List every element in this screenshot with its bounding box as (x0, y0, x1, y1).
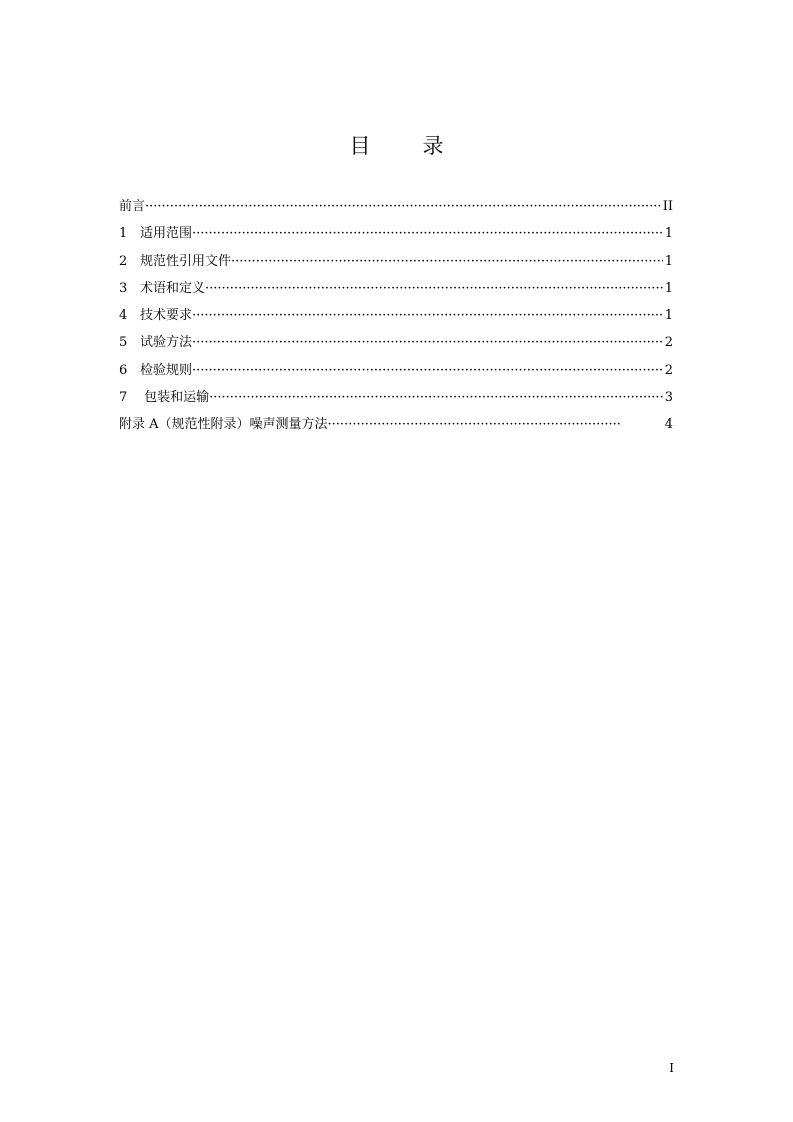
toc-entry-label: 适用范围 (140, 226, 193, 242)
toc-entry-label: 技术要求 (140, 308, 193, 324)
toc-entry-page: 4 (664, 417, 673, 433)
toc-entry-label: 包装和运输 (140, 390, 210, 406)
page-title (0, 133, 793, 159)
page-number: I (669, 1061, 674, 1075)
toc-dot-leader (328, 415, 620, 435)
toc-dot-leader (145, 197, 661, 217)
toc-entry-inspection-rules[interactable] (119, 361, 673, 388)
toc-entry-scope[interactable] (119, 224, 673, 251)
toc-dot-leader (192, 361, 663, 381)
page-title-char-2: 录 (422, 134, 444, 158)
toc-entry-number: 1 (119, 226, 128, 242)
toc-entry-page: 2 (664, 335, 673, 351)
toc-dot-leader (209, 388, 663, 408)
toc-entry-terms-definitions[interactable] (119, 279, 673, 306)
toc-dot-leader (192, 333, 663, 353)
toc-entry-number: 3 (119, 280, 128, 296)
toc-dot-leader (192, 306, 663, 326)
toc-entry-label: 检验规则 (140, 362, 193, 378)
toc-entry-number: 6 (119, 362, 128, 378)
toc-entry-packaging-transport[interactable] (119, 388, 673, 415)
toc-entry-number: 7 (119, 390, 128, 406)
toc-entry-page: 1 (664, 280, 673, 296)
toc-dot-leader (205, 279, 663, 299)
toc-entry-page: 1 (664, 308, 673, 324)
toc-entry-number: 5 (119, 335, 128, 351)
toc-entry-page: 1 (664, 253, 673, 269)
toc-entry-number: 4 (119, 308, 128, 324)
toc-entry-page: 3 (664, 390, 673, 406)
toc-entry-foreword[interactable] (119, 197, 673, 224)
toc-entry-normative-references[interactable] (119, 252, 673, 279)
table-of-contents (119, 197, 673, 443)
toc-entry-test-methods[interactable] (119, 333, 673, 360)
toc-entry-appendix-a[interactable] (119, 415, 673, 442)
toc-entry-label: 术语和定义 (140, 280, 206, 296)
toc-entry-page: II (662, 199, 673, 214)
toc-dot-leader (231, 252, 663, 272)
toc-entry-label: 附录 A（规范性附录）噪声测量方法 (119, 417, 328, 433)
page-title-char-1: 目 (349, 134, 371, 158)
toc-entry-label: 规范性引用文件 (140, 253, 232, 269)
toc-entry-page: 1 (664, 226, 673, 242)
toc-entry-technical-requirements[interactable] (119, 306, 673, 333)
toc-entry-page: 2 (664, 362, 673, 378)
toc-entry-label: 试验方法 (140, 335, 193, 351)
toc-entry-number: 2 (119, 253, 128, 269)
toc-entry-label: 前言 (119, 199, 146, 214)
toc-dot-leader (192, 224, 663, 244)
